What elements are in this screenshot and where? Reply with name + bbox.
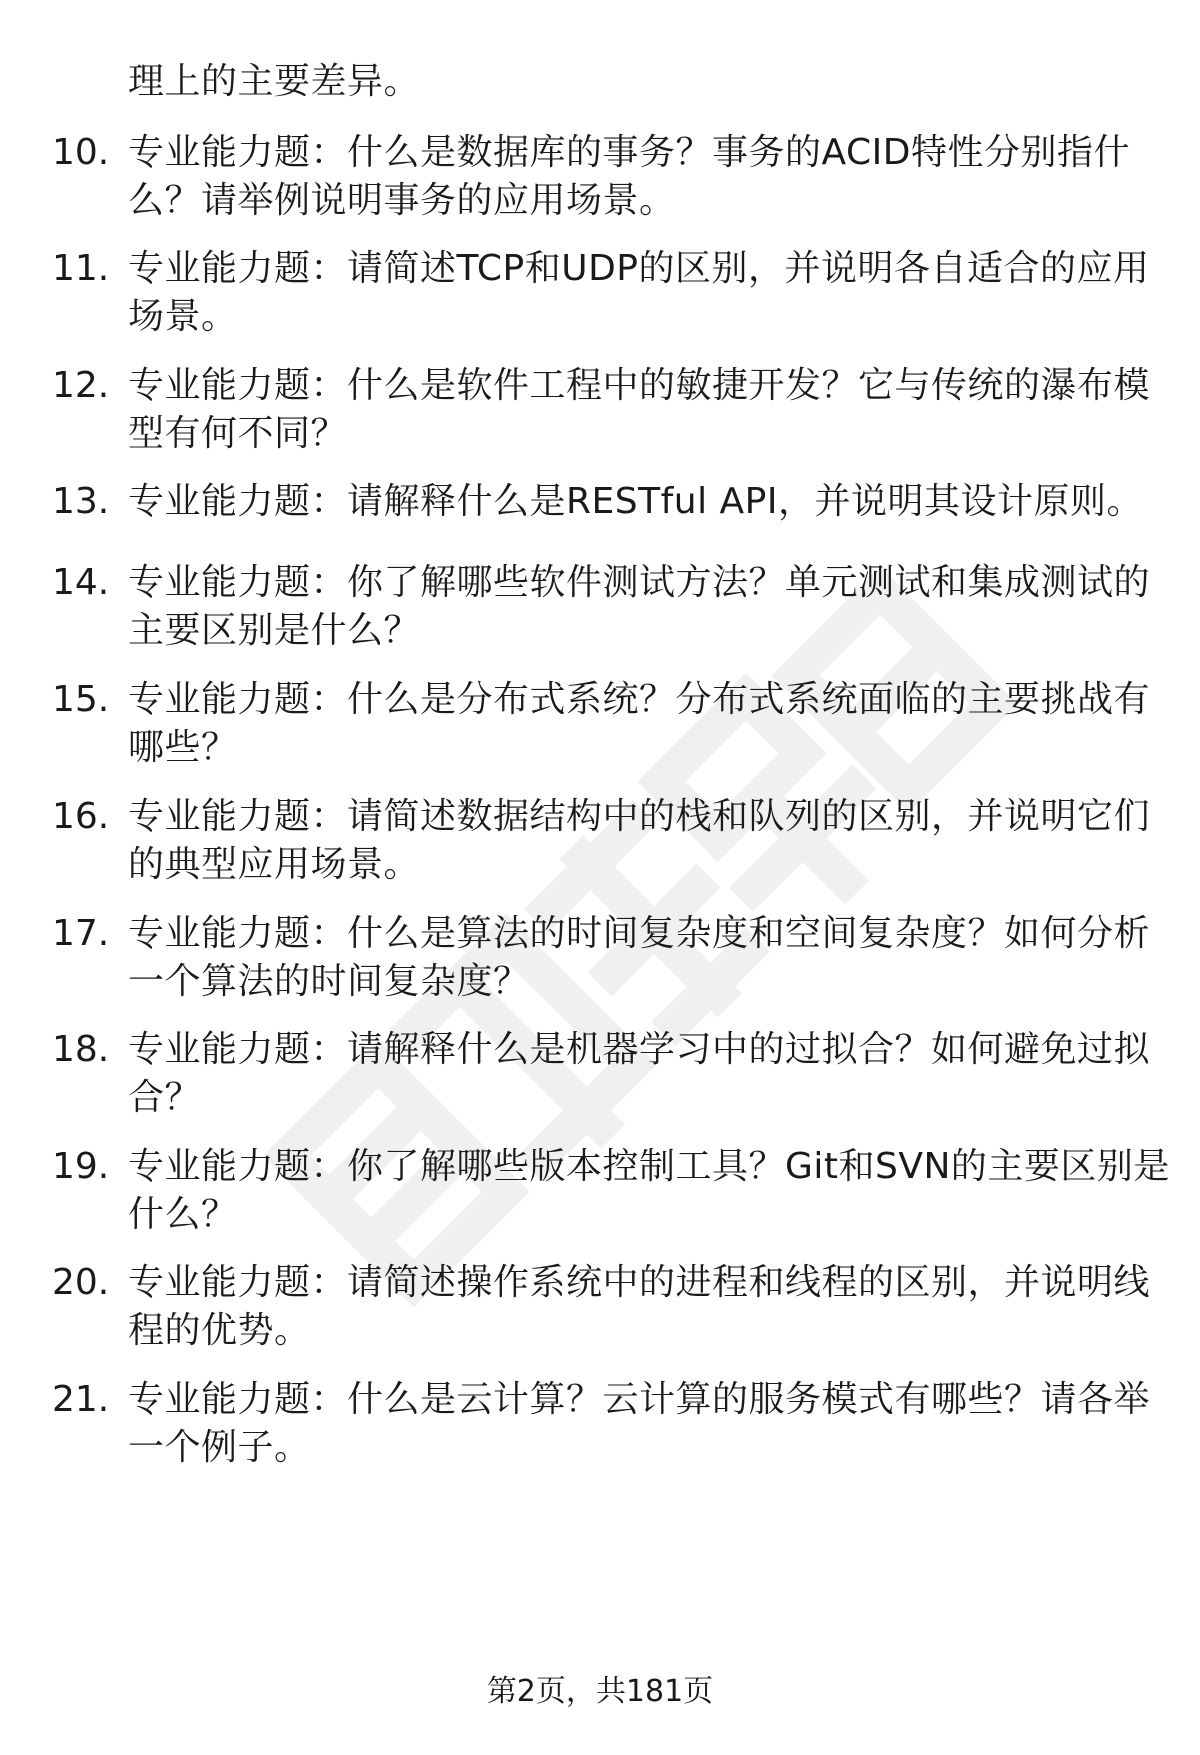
item-text-line: 哪些？	[128, 727, 238, 768]
item-text-line: 专业能力题：你了解哪些软件测试方法？单元测试和集成测试的	[128, 562, 1151, 603]
item-number: 20.	[52, 1262, 110, 1303]
item-text-line: 专业能力题：请简述TCP和UDP的区别，并说明各自适合的应用	[128, 248, 1150, 289]
item-text-line: 专业能力题：什么是数据库的事务？事务的ACID特性分别指什	[128, 132, 1130, 173]
item-text-line: 专业能力题：请简述数据结构中的栈和队列的区别，并说明它们	[128, 796, 1151, 837]
item-number: 15.	[52, 679, 110, 720]
item-text-line: 么？请举例说明事务的应用场景。	[128, 180, 676, 221]
item-text-line: 程的优势。	[128, 1310, 311, 1351]
item-text-line: 一个算法的时间复杂度？	[128, 961, 530, 1002]
item-number: 14.	[52, 562, 110, 603]
item-number: 17.	[52, 913, 110, 954]
item-text-line: 专业能力题：什么是算法的时间复杂度和空间复杂度？如何分析	[128, 913, 1151, 954]
item-text-line: 什么？	[128, 1194, 238, 1235]
item-text-line: 专业能力题：请解释什么是RESTful API，并说明其设计原则。	[128, 481, 1143, 522]
item-number: 19.	[52, 1146, 110, 1187]
item-number: 16.	[52, 796, 110, 837]
item-number: 10.	[52, 132, 110, 173]
item-text-line: 专业能力题：什么是云计算？云计算的服务模式有哪些？请各举	[128, 1379, 1151, 1420]
item-text-line: 专业能力题：你了解哪些版本控制工具？Git和SVN的主要区别是	[128, 1146, 1170, 1187]
item-text-line: 的典型应用场景。	[128, 844, 421, 885]
item-number: 11.	[52, 248, 110, 289]
item-text-line: 专业能力题：请简述操作系统中的进程和线程的区别，并说明线	[128, 1262, 1151, 1303]
item-number: 12.	[52, 365, 110, 406]
item-text-line: 专业能力题：什么是分布式系统？分布式系统面临的主要挑战有	[128, 679, 1151, 720]
item-text-line: 一个例子。	[128, 1427, 311, 1468]
item-text-line: 型有何不同？	[128, 413, 348, 454]
item-text-line: 专业能力题：什么是软件工程中的敏捷开发？它与传统的瀑布模	[128, 365, 1151, 406]
item-number: 13.	[52, 481, 110, 522]
item-text-line: 理上的主要差异。	[128, 61, 421, 102]
item-text-line: 专业能力题：请解释什么是机器学习中的过拟合？如何避免过拟	[128, 1029, 1151, 1070]
page-number-footer: 第2页，共181页	[486, 1674, 714, 1709]
item-number: 21.	[52, 1379, 110, 1420]
item-text-line: 主要区别是什么？	[128, 610, 421, 651]
item-text-line: 场景。	[128, 296, 238, 337]
item-text-line: 合？	[128, 1077, 202, 1118]
item-number: 18.	[52, 1029, 110, 1070]
